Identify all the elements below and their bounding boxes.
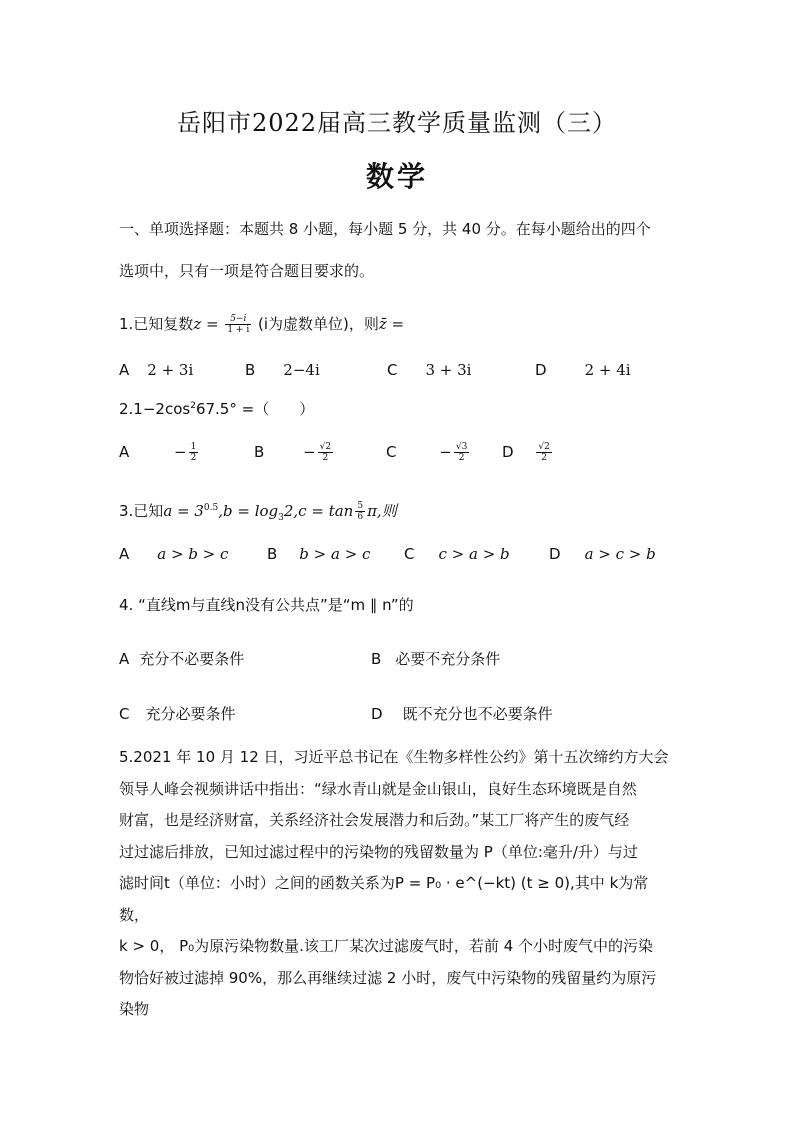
q2-option-a-frac [189, 442, 199, 463]
q4-option-c-text: 充分必要条件 [145, 705, 236, 723]
q4-option-d-letter: D [371, 705, 383, 723]
q1-option-a-letter: A [119, 361, 130, 379]
page-title: 岳阳市2022届高三教学质量监测（三） [176, 109, 618, 137]
q3-option-d-letter: D [549, 545, 561, 563]
q1-option-c [387, 361, 471, 379]
q5-line-5: 滤时间t（单位：小时）之间的函数关系为P = P₀ · e^(−kt) (t ≥ 0),其中 k为常数， [119, 874, 649, 924]
q2-option-c-den: 2 [458, 453, 465, 463]
q1-option-c-letter: C [387, 361, 398, 379]
q5-line-8: 染物 [119, 1000, 150, 1018]
q1-option-a [119, 361, 193, 379]
q1-fraction-num: 5−i [225, 314, 251, 325]
q3-b-sub: 3 [278, 513, 284, 523]
q2-exponent: 2 [190, 401, 196, 411]
subject-title: 数学 [365, 160, 428, 193]
q2-option-c-num: √3 [455, 442, 468, 452]
q3-b-tail: 2,c = tan [283, 502, 354, 520]
q2-option-a-num: 1 [190, 442, 197, 452]
q5-line-4: 过过滤后排放，已知过滤过程中的污染物的残留数量为 P（单位:毫升/升）与过 [119, 842, 638, 861]
q2-option-d [502, 442, 554, 463]
q1-fraction [225, 314, 251, 335]
q5-line-2: 领导人峰会视频讲话中指出：“绿水青山就是金山银山，良好生态环境既是自然 [119, 779, 637, 798]
q3-option-b [267, 545, 370, 563]
q1-option-b-letter: B [245, 361, 256, 379]
q2-option-c-letter: C [386, 443, 397, 461]
question-3-stem [119, 500, 397, 523]
question-1-stem [119, 313, 404, 335]
q1-option-c-text: 3 + 3i [425, 361, 472, 379]
q2-option-a-letter: A [119, 443, 130, 461]
q2-option-d-den: 2 [541, 453, 547, 463]
q4-option-b-letter: B [371, 650, 382, 668]
q2-option-d-num: √2 [538, 442, 550, 452]
q2-option-a [119, 442, 200, 463]
q2-option-b-frac [318, 442, 333, 463]
q3-a-exp: 0.5 [203, 503, 219, 513]
q4-option-a [119, 648, 244, 669]
question-2-stem [119, 398, 314, 419]
q3-c-tail: π,则 [367, 502, 397, 520]
q1-prefix: 1.已知复数 [119, 315, 194, 333]
q3-c-den: 6 [357, 512, 364, 522]
q2-option-b-sign: − [303, 443, 316, 461]
q3-option-b-text: b > a > c [299, 545, 371, 563]
q3-c-num: 5 [357, 501, 364, 511]
q4-option-a-letter: A [119, 650, 130, 668]
q5-line-7: 物恰好被过滤掉 90%，那么再继续过滤 2 小时，废气中污染物的残留量约为原污 [119, 968, 657, 987]
q4-option-a-text: 充分不必要条件 [139, 650, 245, 668]
q1-option-d-letter: D [535, 361, 547, 379]
q1-var: z = [193, 315, 219, 333]
q1-option-a-text: 2 + 3i [147, 361, 194, 379]
q1-option-b [245, 361, 320, 379]
q2-prefix: 2.1−2cos [119, 400, 191, 418]
q3-prefix: 3.已知 [119, 502, 164, 520]
q3-option-b-letter: B [267, 545, 278, 563]
section-intro-line2: 选项中，只有一项是符合题目要求的。 [119, 262, 375, 280]
q1-option-d-text: 2 + 4i [584, 361, 631, 379]
q2-option-d-letter: D [502, 443, 514, 461]
q5-line-1: 5.2021 年 10 月 12 日，习近平总书记在《生物多样性公约》第十五次缔约方大会 [119, 748, 669, 766]
q3-a: a = 3 [163, 502, 204, 520]
question-5-paragraph [119, 742, 677, 1026]
q2-option-b [254, 442, 335, 463]
q2-option-c-frac [454, 442, 469, 463]
q3-option-a-letter: A [119, 545, 130, 563]
q3-option-c [404, 545, 510, 563]
q1-mid: (i为虚数单位)，则 [258, 315, 379, 333]
q2-option-a-sign: − [174, 443, 187, 461]
q3-option-d-text: a > c > b [584, 545, 656, 563]
q1-zbar: z̄ = [378, 315, 405, 333]
q1-option-d [535, 361, 631, 379]
q2-option-d-frac [536, 442, 551, 463]
question-4-stem: 4. “直线m与直线n没有公共点”是“m ∥ n”的 [119, 596, 414, 614]
q3-option-a-text: a > b > c [157, 545, 229, 563]
q5-line-3: 财富，也是经济财富，关系经济社会发展潜力和后劲。”某工厂将产生的废气经 [119, 811, 630, 829]
q2-option-c [386, 442, 471, 463]
q1-option-b-text: 2−4i [283, 361, 320, 379]
q5-line-6: k > 0， P₀为原污染物数量.该工厂某次过滤废气时，若前 4 个小时废气中的污染 [119, 937, 654, 955]
q3-option-c-letter: C [404, 545, 415, 563]
q3-b: ,b = log [218, 502, 279, 520]
q3-option-c-text: c > a > b [438, 545, 510, 563]
q4-option-d [371, 703, 553, 724]
q2-suffix: 67.5° =（ ） [195, 400, 315, 418]
q2-option-b-num: √2 [319, 442, 332, 452]
q2-option-a-den: 2 [190, 453, 197, 463]
q3-c-frac [355, 501, 365, 522]
q4-option-d-text: 既不充分也不必要条件 [402, 705, 553, 723]
q4-option-b [371, 648, 500, 669]
q4-option-c-letter: C [119, 705, 130, 723]
q2-option-b-den: 2 [322, 453, 329, 463]
q4-option-c [119, 703, 236, 724]
q4-option-b-text: 必要不充分条件 [395, 650, 501, 668]
q2-option-b-letter: B [254, 443, 265, 461]
q3-option-d [549, 545, 656, 563]
section-intro-line1: 一、单项选择题：本题共 8 小题，每小题 5 分，共 40 分。在每小题给出的四个 [119, 220, 651, 238]
q2-option-c-sign: − [439, 443, 452, 461]
q3-option-a [119, 545, 228, 563]
q1-fraction-den: 1 + i [227, 325, 250, 335]
